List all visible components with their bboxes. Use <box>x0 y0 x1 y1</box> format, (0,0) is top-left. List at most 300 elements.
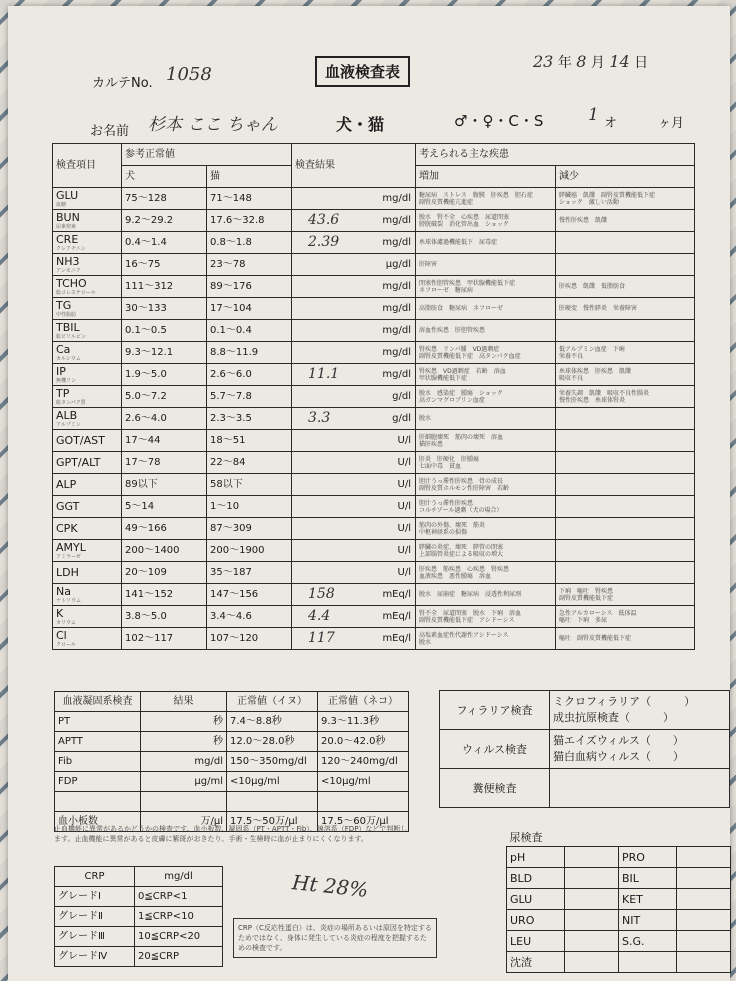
item-name: GLU <box>56 188 79 202</box>
cat-ref-value: 17～104 <box>207 298 292 320</box>
urine-value <box>677 889 731 910</box>
crp-header: mg/dl <box>135 867 223 887</box>
crp-row <box>55 927 223 947</box>
item-name: GGT <box>56 499 80 513</box>
urine-value <box>565 952 619 973</box>
other-tests-table <box>439 690 730 808</box>
table-row <box>53 320 695 342</box>
coag-dog-normal: <10μg/ml <box>227 772 318 792</box>
increase-diseases: 肝疾患 筋疾患 心疾患 腎疾患 血液疾患 悪性腫瘍 溶血 <box>416 562 556 584</box>
result-unit: g/dl <box>392 391 411 402</box>
coag-dog-normal: 17.5～50万/μl <box>227 812 318 832</box>
item-name: Cl <box>56 628 67 642</box>
item-subname: ナトリウム <box>56 597 81 604</box>
item-name-cell <box>53 474 122 496</box>
item-name: TP <box>56 386 70 400</box>
item-name: GPT/ALT <box>56 455 101 469</box>
urine-item: BLD <box>507 868 565 889</box>
table-row <box>53 210 695 232</box>
coag-name: PT <box>55 712 141 732</box>
urine-item <box>619 952 677 973</box>
urine-item: URO <box>507 910 565 931</box>
crp-grade: グレードⅠ <box>55 887 135 907</box>
result-unit: mg/dl <box>382 325 411 336</box>
increase-diseases: 膵臓の炎症、壊死 膵管の閉塞 上部腸管炎症による吸収の増大 <box>416 540 556 562</box>
urine-value <box>565 847 619 868</box>
cat-ref-value: 8.8～11.9 <box>207 342 292 364</box>
item-subname: カルシウム <box>56 355 81 362</box>
dog-ref-value: 200～1400 <box>122 540 207 562</box>
header-dog: 犬 <box>122 166 207 188</box>
other-test-item: 猫エイズウィルス（ ） <box>553 734 684 747</box>
coag-result-unit: 秒 <box>141 712 227 732</box>
other-test-item: ミクロフィラリア（ ） <box>553 695 696 708</box>
item-name: Na <box>56 584 71 598</box>
result-unit: mEq/l <box>382 611 411 622</box>
item-name: ALP <box>56 477 77 491</box>
item-name-cell <box>53 364 122 386</box>
result-cell <box>292 584 416 606</box>
cat-ref-value: 17.6～32.8 <box>207 210 292 232</box>
urine-row <box>507 952 731 973</box>
increase-diseases: 脱水 感染症 腫瘍 ショック 高ガンマグロブリン血症 <box>416 386 556 408</box>
table-row <box>53 430 695 452</box>
item-name-cell <box>53 232 122 254</box>
result-unit: mg/dl <box>382 193 411 204</box>
coag-result-unit: 万/μl <box>141 812 227 832</box>
urine-table <box>506 828 731 973</box>
coag-cat-normal: <10μg/ml <box>318 772 409 792</box>
decrease-diseases <box>556 518 695 540</box>
crp-grade: グレードⅣ <box>55 947 135 967</box>
header-ref: 参考正常値 <box>122 144 292 166</box>
result-unit: mg/dl <box>382 237 411 248</box>
result-cell <box>292 276 416 298</box>
age-unit-month: ヶ月 <box>658 116 685 131</box>
coag-name <box>55 792 141 812</box>
item-name: TG <box>56 298 72 312</box>
item-name-cell <box>53 320 122 342</box>
urine-item: 沈渣 <box>507 952 565 973</box>
urine-value <box>677 910 731 931</box>
decrease-diseases <box>556 430 695 452</box>
result-cell <box>292 628 416 650</box>
table-row <box>53 606 695 628</box>
dog-ref-value: 0.4～1.4 <box>122 232 207 254</box>
result-unit: U/l <box>397 545 411 556</box>
table-row <box>53 540 695 562</box>
item-name-cell <box>53 562 122 584</box>
dog-ref-value: 20～109 <box>122 562 207 584</box>
decrease-diseases <box>556 474 695 496</box>
result-value: 117 <box>308 630 335 646</box>
other-test-items <box>550 691 730 730</box>
increase-diseases: 溶血性疾患 肝胆管疾患 <box>416 320 556 342</box>
urine-value <box>677 931 731 952</box>
other-test-label: ウィルス検査 <box>440 730 550 769</box>
dog-ref-value: 30～133 <box>122 298 207 320</box>
item-name: NH3 <box>56 254 80 268</box>
result-cell <box>292 254 416 276</box>
item-name-cell <box>53 276 122 298</box>
increase-diseases: 腎疾患 リンパ腫 VD過剰症 副腎皮質機能低下症 高タンパク血症 <box>416 342 556 364</box>
coagulation-note: 止血機能に異常があるかどうかの検査です。血小板数、凝固系（PT・APTT・Fib）、線溶系（FDP）などで判断します。止血機能に異常があると皮膚に紫斑がおきたり、手術・生検時に血が止まりにくくなります。 <box>54 825 408 843</box>
coag-cat-normal: 20.0～42.0秒 <box>318 732 409 752</box>
crp-grade: グレードⅡ <box>55 907 135 927</box>
table-row <box>53 452 695 474</box>
table-row <box>53 562 695 584</box>
increase-diseases: 脱水 腎不全 心疾患 尿道閉塞 膀胱破裂 消化管出血 ショック <box>416 210 556 232</box>
table-row <box>53 276 695 298</box>
cat-ref-value: 22～84 <box>207 452 292 474</box>
result-cell <box>292 540 416 562</box>
dog-ref-value: 3.8～5.0 <box>122 606 207 628</box>
item-subname: アミラーゼ <box>56 553 81 560</box>
coag-row <box>55 752 409 772</box>
coag-header: 結果 <box>141 692 227 712</box>
decrease-diseases: 低アルブミン血症 下痢 栄養不良 <box>556 342 695 364</box>
header-item: 検査項目 <box>53 144 122 188</box>
crp-header: CRP <box>55 867 135 887</box>
increase-diseases: 腎不全 尿道閉塞 脱水 下痢 溶血 副腎皮質機能低下症 アシドーシス <box>416 606 556 628</box>
item-subname: アルブミン <box>56 421 81 428</box>
cat-ref-value: 5.7～7.8 <box>207 386 292 408</box>
decrease-diseases: 急性アルカローシス 低体温 嘔吐 下痢 多尿 <box>556 606 695 628</box>
result-cell <box>292 430 416 452</box>
increase-diseases: 脱水 尿崩症 糖尿病 浸透性利尿剤 <box>416 584 556 606</box>
result-cell <box>292 496 416 518</box>
item-name-cell <box>53 342 122 364</box>
urine-value <box>677 952 731 973</box>
item-subname: 無機リン <box>56 377 77 384</box>
karte-number: 1058 <box>166 64 212 85</box>
other-test-label: フィラリア検査 <box>440 691 550 730</box>
item-subname: 総ビリルビン <box>56 333 87 340</box>
urine-item: S.G. <box>619 931 677 952</box>
coag-name: FDP <box>55 772 141 792</box>
coagulation-table <box>54 691 409 832</box>
result-cell <box>292 606 416 628</box>
dog-ref-value: 89以下 <box>122 474 207 496</box>
result-cell <box>292 364 416 386</box>
urine-row <box>507 910 731 931</box>
result-unit: mg/dl <box>382 303 411 314</box>
item-subname: クレアチニン <box>56 245 86 252</box>
result-cell <box>292 452 416 474</box>
other-test-row <box>440 691 730 730</box>
increase-diseases: 腎疾患 VD過剰症 若齢 溶血 甲状腺機能低下症 <box>416 364 556 386</box>
crp-row <box>55 887 223 907</box>
urine-header-row <box>507 828 731 847</box>
cat-ref-value: 58以下 <box>207 474 292 496</box>
decrease-diseases: 膵臓癌 飢餓 副腎皮質機能低下症 ショック 激しい活動 <box>556 188 695 210</box>
other-test-row <box>440 730 730 769</box>
crp-range: 1≦CRP<10 <box>135 907 223 927</box>
table-row <box>53 232 695 254</box>
cat-ref-value: 0.1～0.4 <box>207 320 292 342</box>
item-subname: クロール <box>56 641 76 648</box>
urine-item: LEU <box>507 931 565 952</box>
decrease-diseases: 栄養失調 飢餓 吸収不良性腸炎 慢性肝疾患 糸球体腎炎 <box>556 386 695 408</box>
other-test-item: 成虫抗原検査（ ） <box>553 711 674 724</box>
increase-diseases: 胆汁うっ滞性肝疾患 コルチゾール過剰（犬の場合） <box>416 496 556 518</box>
coag-dog-normal <box>227 792 318 812</box>
result-cell <box>292 210 416 232</box>
header-cat: 猫 <box>207 166 292 188</box>
coag-dog-normal: 7.4～8.8秒 <box>227 712 318 732</box>
decrease-diseases: 嘔吐 副腎皮質機能低下症 <box>556 628 695 650</box>
urine-value <box>565 910 619 931</box>
urine-item: BIL <box>619 868 677 889</box>
increase-diseases: 高塩素血症性代謝性アシドーシス 脱水 <box>416 628 556 650</box>
item-name-cell <box>53 210 122 232</box>
urine-row <box>507 889 731 910</box>
item-name-cell <box>53 496 122 518</box>
coag-row <box>55 732 409 752</box>
table-row <box>53 364 695 386</box>
crp-range: 0≦CRP<1 <box>135 887 223 907</box>
increase-diseases: 肝炎 肝硬化 肝腫瘍 七面中毒 貧血 <box>416 452 556 474</box>
crp-note: CRP（C反応性蛋白）は、炎症の場所あるいは原因を特定するためではなく、身体に発生している炎症の程度を把握するための検査です。 <box>233 918 437 958</box>
result-cell <box>292 232 416 254</box>
dog-ref-value: 49～166 <box>122 518 207 540</box>
cat-ref-value: 2.6～6.0 <box>207 364 292 386</box>
urine-value <box>677 847 731 868</box>
result-cell <box>292 188 416 210</box>
increase-diseases: 肝障害 <box>416 254 556 276</box>
cat-ref-value: 0.8～1.8 <box>207 232 292 254</box>
result-unit: g/dl <box>392 413 411 424</box>
decrease-diseases <box>556 540 695 562</box>
page-title: 血液検査表 <box>315 56 410 87</box>
result-unit: mEq/l <box>382 633 411 644</box>
increase-diseases: 胆汁うっ滞性肝疾患 骨の成長 副腎皮質ホルモン性肝障害 若齢 <box>416 474 556 496</box>
item-name: TBIL <box>56 320 80 334</box>
decrease-diseases: 肝疾患 飢餓 低脂肪食 <box>556 276 695 298</box>
other-test-items <box>550 730 730 769</box>
increase-diseases: 肝細胞壊死 筋肉の壊死 溶血 猫肝疾患 <box>416 430 556 452</box>
item-name: IP <box>56 364 66 378</box>
dog-ref-value: 16～75 <box>122 254 207 276</box>
result-cell <box>292 342 416 364</box>
item-subname: カリウム <box>56 619 76 626</box>
result-cell <box>292 518 416 540</box>
crp-table <box>54 866 223 967</box>
table-row <box>53 584 695 606</box>
urine-item: GLU <box>507 889 565 910</box>
header-result: 検査結果 <box>292 144 416 188</box>
result-value: 2.39 <box>308 234 340 250</box>
item-name: CRE <box>56 232 79 246</box>
coag-row <box>55 772 409 792</box>
result-unit: μg/dl <box>385 259 411 270</box>
age-unit-year: オ <box>604 116 618 131</box>
cat-ref-value: 23～78 <box>207 254 292 276</box>
item-name-cell <box>53 298 122 320</box>
other-test-item: 猫白血病ウィルス（ ） <box>553 750 685 763</box>
handwritten-ht-note: Ht 28% <box>290 870 370 902</box>
header-increase: 増加 <box>416 166 556 188</box>
species: 犬・猫 <box>336 115 385 134</box>
crp-range: 20≦CRP <box>135 947 223 967</box>
result-cell <box>292 298 416 320</box>
urine-title: 尿検査 <box>509 830 543 844</box>
item-name-cell <box>53 430 122 452</box>
decrease-diseases: 慢性肝疾患 飢餓 <box>556 210 695 232</box>
coag-header: 血液凝固系検査 <box>55 692 141 712</box>
result-unit: mEq/l <box>382 589 411 600</box>
crp-grade: グレードⅢ <box>55 927 135 947</box>
cat-ref-value: 89～176 <box>207 276 292 298</box>
result-value: 11.1 <box>308 366 340 382</box>
coag-result-unit: 秒 <box>141 732 227 752</box>
decrease-diseases <box>556 562 695 584</box>
item-name: BUN <box>56 210 80 224</box>
item-subname: アンモニア <box>56 267 81 274</box>
urine-item: KET <box>619 889 677 910</box>
coag-cat-normal <box>318 792 409 812</box>
item-subname: 総コレステロール <box>56 289 96 296</box>
cat-ref-value: 18～51 <box>207 430 292 452</box>
result-value: 3.3 <box>308 410 331 426</box>
dog-ref-value: 102～117 <box>122 628 207 650</box>
dog-ref-value: 5.0～7.2 <box>122 386 207 408</box>
coag-header: 正常値（ネコ） <box>318 692 409 712</box>
decrease-diseases <box>556 496 695 518</box>
increase-diseases: 閉塞性胆管疾患 甲状腺機能低下症 ネフローゼ 糖尿病 <box>416 276 556 298</box>
dog-ref-value: 0.1～0.5 <box>122 320 207 342</box>
other-test-row <box>440 769 730 808</box>
cat-ref-value: 87～309 <box>207 518 292 540</box>
result-unit: U/l <box>397 457 411 468</box>
result-cell <box>292 320 416 342</box>
cat-ref-value: 1～10 <box>207 496 292 518</box>
date: 23 年 8 月 14 日 <box>533 52 649 71</box>
urine-row <box>507 931 731 952</box>
table-row <box>53 496 695 518</box>
item-name-cell <box>53 518 122 540</box>
table-row <box>53 342 695 364</box>
urine-item: NIT <box>619 910 677 931</box>
cat-ref-value: 200～1900 <box>207 540 292 562</box>
table-row <box>53 386 695 408</box>
table-row <box>53 298 695 320</box>
table-row <box>53 188 695 210</box>
item-name: CPK <box>56 521 78 535</box>
dog-ref-value: 17～78 <box>122 452 207 474</box>
coag-header-row <box>55 692 409 712</box>
result-cell <box>292 408 416 430</box>
coag-dog-normal: 150～350mg/dl <box>227 752 318 772</box>
result-unit: U/l <box>397 501 411 512</box>
item-name: K <box>56 606 64 620</box>
decrease-diseases <box>556 408 695 430</box>
item-name: LDH <box>56 565 79 579</box>
name-label: お名前 <box>90 124 130 139</box>
coag-cat-normal: 120～240mg/dl <box>318 752 409 772</box>
decrease-diseases <box>556 232 695 254</box>
result-unit: U/l <box>397 479 411 490</box>
sex: ♂・♀・C・S <box>454 112 544 130</box>
patient-name: 杉本 ここ ちゃん <box>148 115 278 135</box>
item-name-cell <box>53 386 122 408</box>
item-subname: 中性脂肪 <box>56 311 77 318</box>
result-unit: U/l <box>397 523 411 534</box>
result-unit: mg/dl <box>382 281 411 292</box>
urine-item: PRO <box>619 847 677 868</box>
dog-ref-value: 5～14 <box>122 496 207 518</box>
table-row <box>53 408 695 430</box>
cat-ref-value: 3.4～4.6 <box>207 606 292 628</box>
item-name: AMYL <box>56 540 86 554</box>
decrease-diseases <box>556 254 695 276</box>
table-row <box>53 254 695 276</box>
item-name: TCHO <box>56 276 87 290</box>
coag-result-unit: μg/ml <box>141 772 227 792</box>
item-subname: 総タンパク質 <box>56 399 86 406</box>
cat-ref-value: 107～120 <box>207 628 292 650</box>
item-name-cell <box>53 408 122 430</box>
table-row <box>53 474 695 496</box>
result-value: 43.6 <box>308 212 340 228</box>
dog-ref-value: 2.6～4.0 <box>122 408 207 430</box>
coag-cat-normal: 17.5～60万/μl <box>318 812 409 832</box>
header-disease: 考えられる主な疾患 <box>416 144 695 166</box>
document-page <box>8 6 730 981</box>
dog-ref-value: 17～44 <box>122 430 207 452</box>
coag-name: Fib <box>55 752 141 772</box>
coag-name: APTT <box>55 732 141 752</box>
increase-diseases: 糸球体濾過機能低下 尿毒症 <box>416 232 556 254</box>
coag-row <box>55 792 409 812</box>
item-name-cell <box>53 606 122 628</box>
decrease-diseases: 肝硬変 慢性膵炎 栄養障害 <box>556 298 695 320</box>
dog-ref-value: 9.3～12.1 <box>122 342 207 364</box>
result-cell <box>292 474 416 496</box>
coag-result-unit: mg/dl <box>141 752 227 772</box>
dog-ref-value: 111～312 <box>122 276 207 298</box>
coag-header: 正常値（イヌ） <box>227 692 318 712</box>
urine-value <box>565 931 619 952</box>
crp-header-row <box>55 867 223 887</box>
item-name-cell <box>53 584 122 606</box>
other-test-label: 糞便検査 <box>440 769 550 808</box>
item-name-cell <box>53 540 122 562</box>
coag-cat-normal: 9.3～11.3秒 <box>318 712 409 732</box>
urine-row <box>507 847 731 868</box>
header-decrease: 減少 <box>556 166 695 188</box>
urine-value <box>565 889 619 910</box>
increase-diseases: 糖尿病 ストレス 腹膜 肝疾患 胆石症 副腎皮質機能亢進症 <box>416 188 556 210</box>
decrease-diseases: 下痢 嘔吐 腎疾患 副腎皮質機能低下症 <box>556 584 695 606</box>
item-name-cell <box>53 628 122 650</box>
crp-range: 10≦CRP<20 <box>135 927 223 947</box>
dog-ref-value: 9.2～29.2 <box>122 210 207 232</box>
dog-ref-value: 75～128 <box>122 188 207 210</box>
urine-item: pH <box>507 847 565 868</box>
result-unit: U/l <box>397 567 411 578</box>
item-name-cell <box>53 452 122 474</box>
result-cell <box>292 386 416 408</box>
dog-ref-value: 1.9～5.0 <box>122 364 207 386</box>
urine-value <box>677 868 731 889</box>
age-value: 1 <box>588 105 599 125</box>
increase-diseases: 筋肉の外傷、壊死 筋炎 中枢神経系の損傷 <box>416 518 556 540</box>
cat-ref-value: 71～148 <box>207 188 292 210</box>
dog-ref-value: 141～152 <box>122 584 207 606</box>
decrease-diseases: 糸球体疾患 肝疾患 飢餓 吸収不良 <box>556 364 695 386</box>
cat-ref-value: 147～156 <box>207 584 292 606</box>
